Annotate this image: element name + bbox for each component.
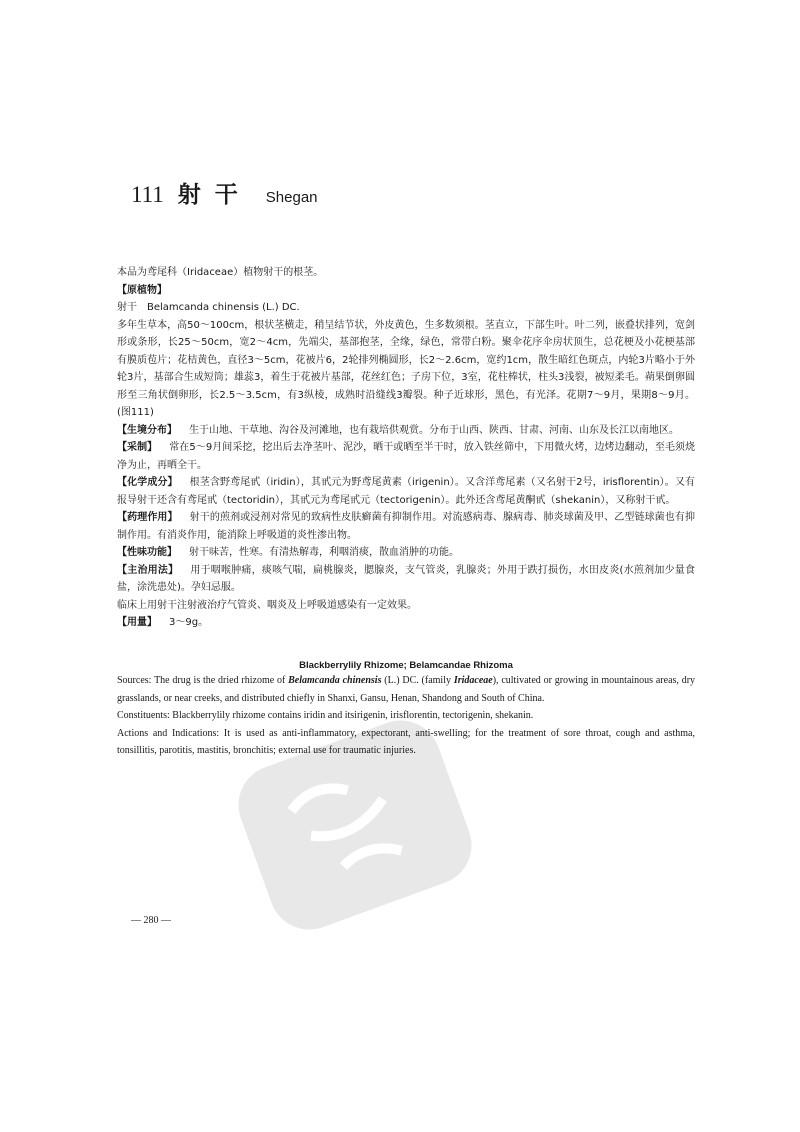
habitat-tag: 【生境分布】 [117, 424, 177, 436]
chinese-body [117, 264, 695, 632]
collection-tag: 【采制】 [117, 442, 158, 453]
page-number: — 280 — [131, 915, 171, 926]
english-body [117, 672, 695, 760]
constituents-paragraph: Constituents: Blackberrylily rhizome contains iridin and itsirigenin, irisflorentin, tectorigenin, shekanin. [117, 710, 534, 721]
chemistry-text: 根茎含野鸢尾甙（iridin），其甙元为野鸢尾黄素（irigenin）。又含洋鸢尾素（又名射干2号，irisflorentin）。又有报导射干还含有鸢尾甙（tectoridin），其甙元为鸢尾甙元（tectorigenin）。此外还含鸢尾黄酮甙（shekanin），又称射干甙。 [117, 477, 695, 506]
collection-text: 常在5～9月间采挖，挖出后去净茎叶、泥沙，晒干或晒至半干时，放入铁丝筛中，下用微火烤，边烤边翻动，至毛须烧净为止，再晒全干。 [117, 442, 695, 471]
habitat-text: 生于山地、干草地、沟谷及河滩地，也有栽培供观赏。分布于山西、陕西、甘肃、河南、山东及长江以南地区。 [189, 424, 679, 436]
pharmacology-text: 射干的煎剂或浸剂对常见的致病性皮肤癣菌有抑制作用。对流感病毒、腺病毒、肺炎球菌及甲、乙型链球菌也有抑制作用。有消炎作用，能消除上呼吸道的炎性渗出物。 [117, 512, 696, 541]
sources-text-3: ), cultivated or growing in mountainous areas, dry grasslands, or near creeks, and distributed chiefly in Shanxi, Gansu, Henan, Shandong and South of China. [117, 675, 696, 704]
dosage-tag: 【用量】 [117, 617, 157, 628]
dosage-text: 3～9g。 [169, 617, 209, 628]
entry-chinese-name: 射干 [177, 182, 252, 208]
plant-tag: 【原植物】 [117, 284, 167, 296]
sources-latin-name: Belamcanda chinensis [288, 675, 382, 686]
chemistry-tag: 【化学成分】 [117, 477, 178, 488]
pharmacology-tag: 【药理作用】 [117, 512, 178, 523]
entry-heading [131, 176, 318, 209]
sources-text-2: (L.) DC. (family [384, 675, 451, 686]
properties-tag: 【性味功能】 [117, 547, 177, 558]
sources-label: Sources: [117, 675, 152, 686]
usage-text: 用于咽喉肿痛，痰咳气喘，扁桃腺炎，腮腺炎，支气管炎，乳腺炎；外用于跌打损伤，水田皮炎(水煎剂加少量食盐，涂洗患处)。孕妇忌服。 [117, 564, 696, 593]
sources-text-1: The drug is the dried rhizome of [154, 675, 286, 686]
entry-number: 111 [131, 182, 164, 207]
entry-pinyin: Shegan [265, 189, 318, 206]
usage-tag: 【主治用法】 [117, 564, 179, 576]
intro-text: 本品为鸢尾科（Iridaceae）植物射干的根茎。 [117, 267, 324, 278]
sources-family: Iridaceae [453, 675, 493, 686]
english-title: Blackberrylily Rhizome; Belamcandae Rhizoma [299, 660, 513, 671]
actions-paragraph: Actions and Indications: It is used as anti-inflammatory, expectorant, anti-swelling; for the treatment of sore throat, cough and asthma, tonsillitis, parotitis, mastitis, bronchitis; external use for traumatic injuries. [117, 727, 695, 756]
sources-paragraph [117, 672, 695, 707]
clinical-text: 临床上用射干注射液治疗气管炎、咽炎及上呼吸道感染有一定效果。 [117, 599, 417, 611]
plant-description: 多年生草本，高50～100cm，根状茎横走，稍呈结节状，外皮黄色，生多数须根。茎直立，下部生叶。叶二列，嵌叠状排列，宽剑形或条形，长25～50cm，宽2～4cm，先端尖，基部抱茎，全缘，绿色，常带白粉。聚伞花序伞房状顶生，总花梗及小花梗基部有膜质苞片；花桔黄色，直径3～5cm，花被片6，2轮排列椭圆形，长2～2.6cm，宽约1cm，散生暗红色斑点，内轮3片略小于外轮3片，基部合生成短筒；雄蕊3，着生于花被片基部，花丝红色；子房下位，3室，花柱棒状，柱头3浅裂，被短柔毛。蒴果倒卵圆形至三角状倒卵形，长2.5～3.5cm，有3纵棱，成熟时沿缝线3瓣裂。种子近球形，黑色，有光泽。花期7～9月，果期8～9月。(图111) [117, 319, 695, 418]
plant-latin: 射干 Belamcanda chinensis (L.) DC. [117, 302, 300, 313]
properties-text: 射干味苦，性寒。有清热解毒，利咽消痰，散血消肿的功能。 [189, 547, 459, 558]
